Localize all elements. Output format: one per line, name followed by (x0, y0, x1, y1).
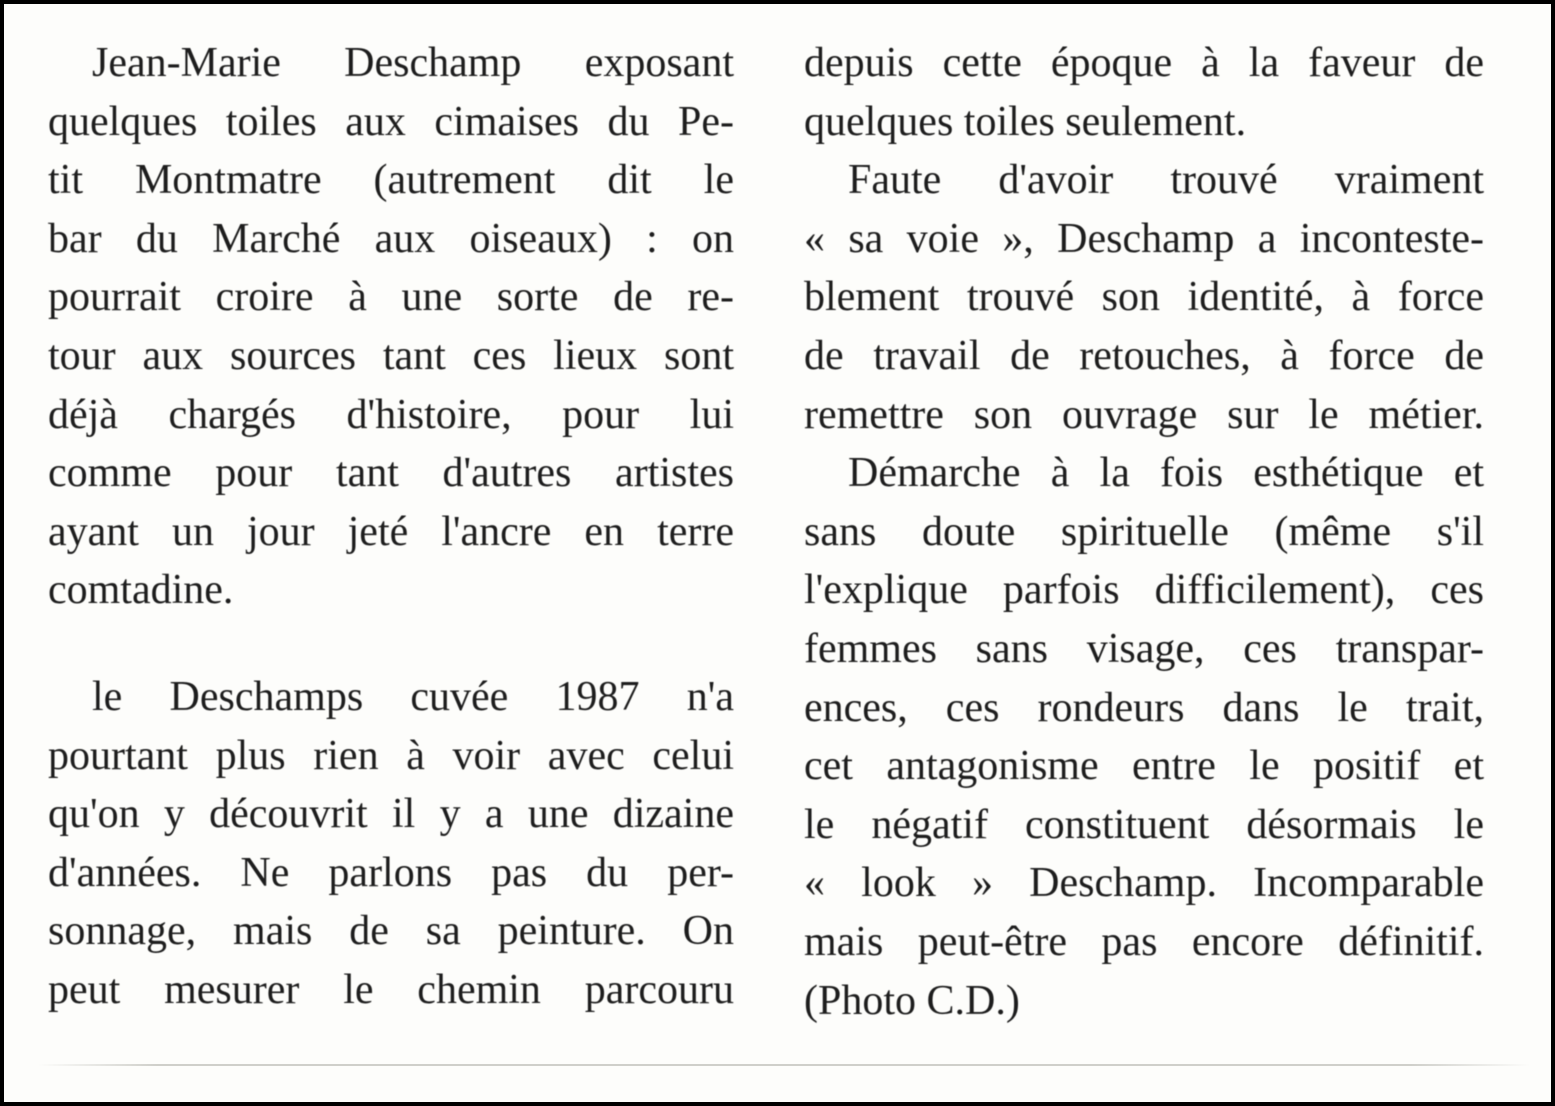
text-line: déjà chargés d'histoire, pour lui (48, 391, 734, 438)
text-line: Jean-Marie Deschamp exposant (92, 40, 734, 86)
text-line: pourtant plus rien à voir avec celui (48, 732, 734, 779)
text-line: femmes sans visage, ces transpar- (804, 625, 1484, 672)
paragraph-faute (804, 151, 1484, 444)
text-line: Faute d'avoir trouvé vraiment (848, 157, 1484, 204)
text-line: le Deschamps cuvée 1987 n'a (92, 673, 734, 720)
text-line: de travail de retouches, à force de (804, 332, 1484, 379)
left-column (48, 34, 734, 1020)
paragraph-demarche (804, 444, 1484, 1030)
text-line: tour aux sources tant ces lieux sont (48, 332, 734, 379)
right-column (804, 34, 1484, 1030)
text-line: bar du Marché aux oiseaux) : on (48, 215, 734, 262)
photo-credit: (Photo C.D.) (804, 977, 1020, 1024)
paragraph-gap (48, 620, 734, 668)
paragraph-continuation (804, 34, 1484, 151)
text-line: l'explique parfois difficilement), ces (804, 567, 1484, 614)
text-line: pourrait croire à une sorte de re- (48, 274, 734, 321)
text-line: sans doute spirituelle (même s'il (804, 508, 1484, 555)
bottom-rule (38, 1064, 1530, 1066)
text-line: Démarche à la fois esthétique et (848, 450, 1484, 497)
text-line: quelques toiles seulement. (804, 98, 1247, 145)
text-line: comme pour tant d'autres artistes (48, 450, 734, 497)
text-line: « sa voie », Deschamp a inconteste- (804, 215, 1484, 262)
text-line: depuis cette époque à la faveur de (804, 40, 1484, 86)
text-line: cet antagonisme entre le positif et (804, 743, 1484, 790)
paragraph-cuvee (48, 668, 734, 1020)
text-line: blement trouvé son identité, à force (804, 274, 1484, 321)
text-line: le négatif constituent désormais le (804, 801, 1484, 848)
text-line: tit Montmatre (autrement dit le (48, 157, 734, 204)
text-line: d'années. Ne parlons pas du per- (48, 849, 734, 896)
text-line: mais peut-être pas encore définitif. (804, 918, 1484, 965)
text-line: ences, ces rondeurs dans le trait, (804, 684, 1484, 731)
paragraph-intro (48, 34, 734, 620)
text-line: remettre son ouvrage sur le métier. (804, 391, 1484, 438)
text-line: qu'on y découvrit il y a une dizaine (48, 791, 734, 838)
text-line: quelques toiles aux cimaises du Pe- (48, 98, 734, 145)
text-line: sonnage, mais de sa peinture. On (48, 908, 734, 955)
text-line: comtadine. (48, 567, 234, 614)
newspaper-clipping (4, 4, 1551, 1102)
text-line: ayant un jour jeté l'ancre en terre (48, 508, 734, 555)
text-line: « look » Deschamp. Incomparable (804, 860, 1484, 907)
text-line: peut mesurer le chemin parcouru (48, 966, 734, 1013)
